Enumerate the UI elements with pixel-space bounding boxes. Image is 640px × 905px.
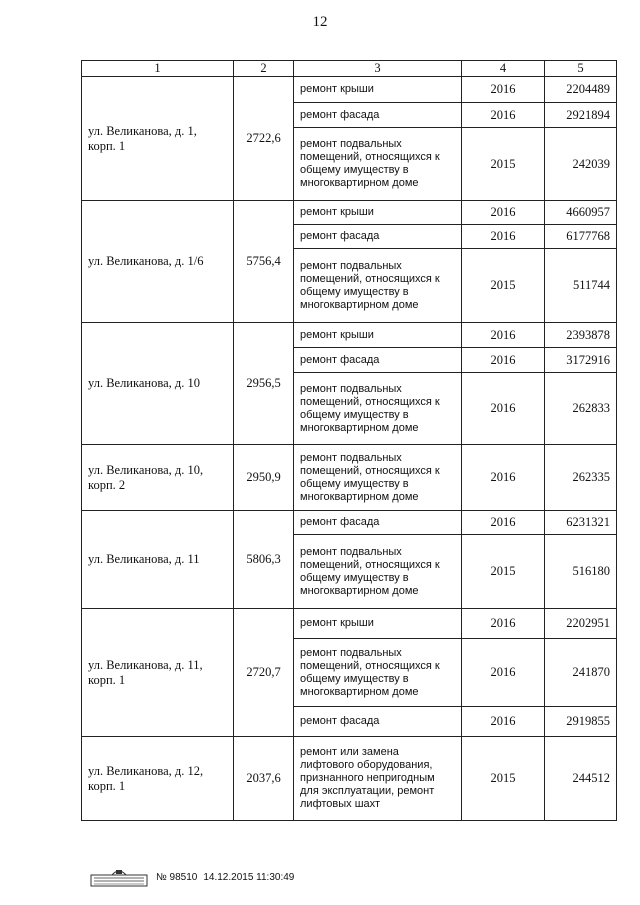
sum-cell: 516180	[545, 535, 617, 609]
sum-cell: 2921894	[545, 103, 617, 128]
sum-cell: 2202951	[545, 609, 617, 639]
sum-cell: 6231321	[545, 511, 617, 535]
address-cell: ул. Великанова, д. 12, корп. 1	[82, 737, 234, 821]
work-type-cell: ремонт крыши	[294, 609, 462, 639]
column-header-3: 3	[294, 61, 462, 77]
year-cell: 2015	[462, 535, 545, 609]
year-cell: 2016	[462, 103, 545, 128]
table-row	[82, 77, 617, 103]
work-type-cell: ремонт крыши	[294, 201, 462, 225]
sum-cell: 2919855	[545, 707, 617, 737]
sum-cell: 244512	[545, 737, 617, 821]
address-cell: ул. Великанова, д. 1, корп. 1	[82, 77, 234, 201]
area-cell: 2720,7	[234, 609, 294, 737]
work-type-cell: ремонт подвальных помещений, относящихся к общему имуществу в многоквартирном доме	[294, 535, 462, 609]
table-row	[82, 737, 617, 821]
registry-stamp-icon	[90, 867, 148, 887]
work-type-cell: ремонт подвальных помещений, относящихся к общему имуществу в многоквартирном доме	[294, 249, 462, 323]
year-cell: 2016	[462, 201, 545, 225]
sum-cell: 511744	[545, 249, 617, 323]
sum-cell: 2393878	[545, 323, 617, 348]
work-type-cell: ремонт фасада	[294, 348, 462, 373]
area-cell: 5756,4	[234, 201, 294, 323]
year-cell: 2016	[462, 323, 545, 348]
column-header-5: 5	[545, 61, 617, 77]
work-type-cell: ремонт фасада	[294, 511, 462, 535]
work-type-cell: ремонт подвальных помещений, относящихся к общему имуществу в многоквартирном доме	[294, 445, 462, 511]
year-cell: 2016	[462, 225, 545, 249]
table-row	[82, 201, 617, 225]
work-type-cell: ремонт подвальных помещений, относящихся к общему имуществу в многоквартирном доме	[294, 373, 462, 445]
document-number: № 98510	[156, 871, 198, 883]
document-timestamp: 14.12.2015 11:30:49	[203, 871, 295, 883]
sum-cell: 242039	[545, 128, 617, 201]
column-header-4: 4	[462, 61, 545, 77]
table-row	[82, 445, 617, 511]
address-cell: ул. Великанова, д. 10	[82, 323, 234, 445]
year-cell: 2015	[462, 128, 545, 201]
year-cell: 2015	[462, 737, 545, 821]
address-cell: ул. Великанова, д. 11	[82, 511, 234, 609]
area-cell: 2037,6	[234, 737, 294, 821]
sum-cell: 3172916	[545, 348, 617, 373]
year-cell: 2016	[462, 348, 545, 373]
sum-cell: 241870	[545, 639, 617, 707]
address-cell: ул. Великанова, д. 1/6	[82, 201, 234, 323]
work-type-cell: ремонт крыши	[294, 323, 462, 348]
sum-cell: 6177768	[545, 225, 617, 249]
work-type-cell: ремонт крыши	[294, 77, 462, 103]
year-cell: 2016	[462, 707, 545, 737]
area-cell: 2956,5	[234, 323, 294, 445]
column-header-2: 2	[234, 61, 294, 77]
table-header-row	[82, 61, 617, 77]
column-header-1: 1	[82, 61, 234, 77]
year-cell: 2016	[462, 511, 545, 535]
work-type-cell: ремонт фасада	[294, 707, 462, 737]
work-type-cell: ремонт или замена лифтового оборудования, признанного непригодным для эксплуатации, ремонт лифтовых шахт	[294, 737, 462, 821]
year-cell: 2015	[462, 249, 545, 323]
repair-schedule-table	[81, 60, 617, 821]
document-footer	[90, 866, 294, 888]
year-cell: 2016	[462, 373, 545, 445]
address-cell: ул. Великанова, д. 10, корп. 2	[82, 445, 234, 511]
sum-cell: 4660957	[545, 201, 617, 225]
table-row	[82, 323, 617, 348]
work-type-cell: ремонт фасада	[294, 103, 462, 128]
table-row	[82, 511, 617, 535]
sum-cell: 2204489	[545, 77, 617, 103]
work-type-cell: ремонт подвальных помещений, относящихся к общему имуществу в многоквартирном доме	[294, 128, 462, 201]
year-cell: 2016	[462, 77, 545, 103]
sum-cell: 262833	[545, 373, 617, 445]
sum-cell: 262335	[545, 445, 617, 511]
area-cell: 2950,9	[234, 445, 294, 511]
work-type-cell: ремонт подвальных помещений, относящихся к общему имуществу в многоквартирном доме	[294, 639, 462, 707]
year-cell: 2016	[462, 639, 545, 707]
table-row	[82, 609, 617, 639]
area-cell: 5806,3	[234, 511, 294, 609]
year-cell: 2016	[462, 609, 545, 639]
address-cell: ул. Великанова, д. 11, корп. 1	[82, 609, 234, 737]
area-cell: 2722,6	[234, 77, 294, 201]
page-number: 12	[312, 14, 328, 30]
work-type-cell: ремонт фасада	[294, 225, 462, 249]
year-cell: 2016	[462, 445, 545, 511]
